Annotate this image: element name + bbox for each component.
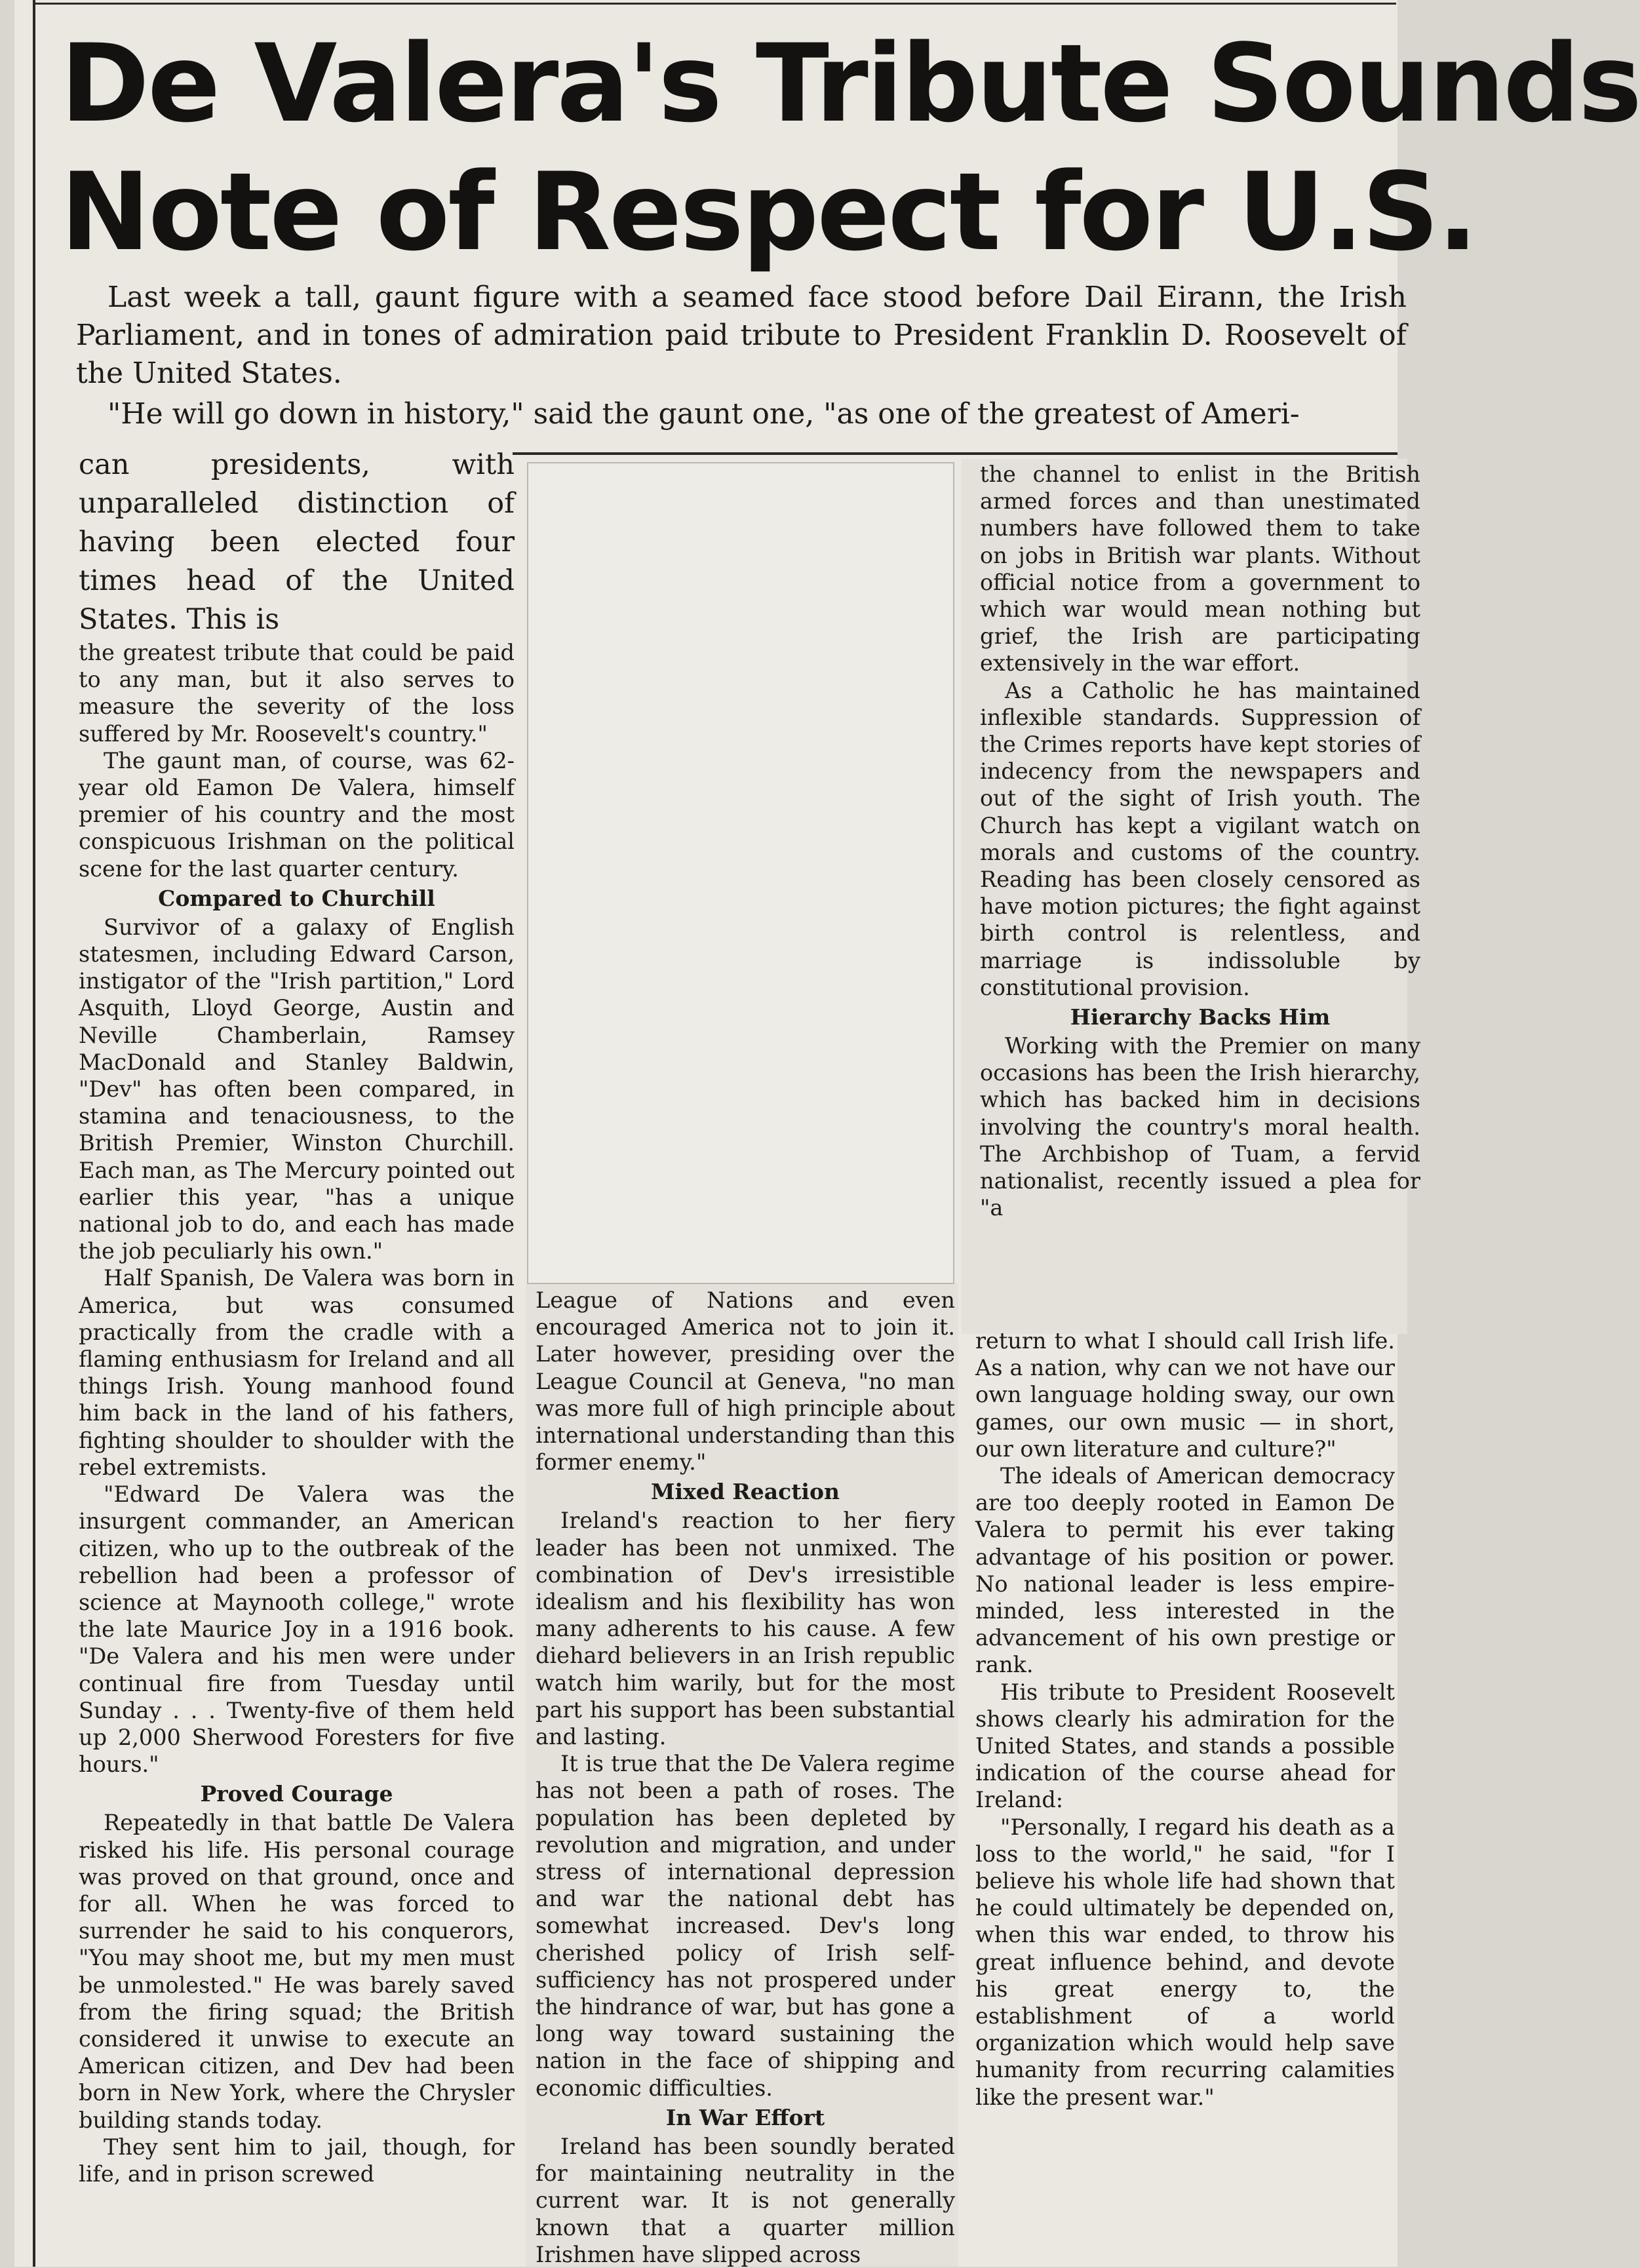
- paragraph: As a Catholic he has maintained inflexible standards. Suppression of the Crimes reports have kept stories of indecency from the newspapers and out of the sight of Irish youth. The Church has kept a vigilant watch on morals and customs of the country. Reading has been closely censored as have motion pictures; the fight against birth control is relentless, and marriage is indissoluble by constitutional provision.: [980, 677, 1420, 1000]
- lead-paragraphs: [76, 279, 1407, 433]
- paragraph: "Edward De Valera was the insurgent commander, an American citizen, who up to the outbreak of the rebellion had been a professor of science at Maynooth college," wrote the late Maurice Joy in a 1916 book. "De Valera and his men were under continual fire from Tuesday until Sunday . . . Twenty-five of them held up 2,000 Sherwood Foresters for five hours.": [79, 1481, 515, 1778]
- paragraph: return to what I should call Irish life. As a nation, why can we not have our own language holding sway, our own games, our own music — in short, our own literature and culture?": [975, 1328, 1395, 1462]
- paragraph: Ireland has been soundly berated for maintaining neutrality in the current war. It is not generally known that a quarter million Irishmen have slipped across: [536, 2133, 955, 2267]
- column-4: [975, 1327, 1395, 2235]
- paragraph: His tribute to President Roosevelt shows clearly his admiration for the United States, and stands a possible indication of the course ahead for Ireland:: [975, 1679, 1395, 1813]
- paragraph: It is true that the De Valera regime has not been a path of roses. The population has been depleted by revolution and migration, and under stress of international depression and war the national debt has somewhat increased. Dev's long cherished policy of Irish self-sufficiency has not prospered under the hindrance of war, but has gone a long way toward sustaining the nation in the face of shipping and economic difficulties.: [536, 1751, 955, 2101]
- paragraph: "Personally, I regard his death as a loss to the world," he said, "for I believe his whole life had shown that he could ultimately be depended on, when this war ended, to throw his great influence behind, and devote his great energy to, the establishment of a world organization which would help save humanity from recurring calamities like the present war.": [975, 1814, 1395, 2110]
- paragraph: The ideals of American democracy are too deeply rooted in Eamon De Valera to permit his ever taking advantage of his position or power. No national leader is less empire-minded, less interested in the advancement of his own prestige or rank.: [975, 1463, 1395, 1678]
- paragraph: They sent him to jail, though, for life, and in prison screwed: [79, 2134, 515, 2187]
- top-border-rule: [33, 3, 1396, 5]
- column-1-opening: can presidents, with unparalleled distinction of having been elected four times head of the United States. This is: [79, 448, 515, 636]
- headline: [60, 20, 1640, 277]
- lead-paragraph: "He will go down in history," said the gaunt one, "as one of the greatest of Ameri-: [107, 397, 1300, 431]
- column-1: [79, 446, 515, 2255]
- paragraph: League of Nations and even encouraged America not to join it. Later however, presiding over the League Council at Geneva, "no man was more full of high principle about international understanding than this former enemy.": [536, 1287, 955, 1476]
- paragraph: Half Spanish, De Valera was born in America, but was consumed practically from the cradle with a flaming enthusiasm for Ireland and all things Irish. Young manhood found him back in the land of his fathers, fighting shoulder to shoulder with the rebel extremists.: [79, 1265, 515, 1480]
- paragraph: the greatest tribute that could be paid to any man, but it also serves to measure the severity of the loss suffered by Mr. Roosevelt's country.": [79, 640, 515, 747]
- column-2: [536, 1287, 955, 2267]
- subhead-in-war-effort: In War Effort: [665, 2104, 825, 2130]
- photo-placeholder: [527, 462, 954, 1284]
- headline-divider-rule: [513, 452, 1397, 455]
- headline-line-1: De Valera's Tribute Sounds: [60, 21, 1640, 146]
- subhead-mixed-reaction: Mixed Reaction: [651, 1479, 840, 1505]
- newspaper-clipping: [14, 0, 1640, 2267]
- subhead-compared-to-churchill: Compared to Churchill: [158, 885, 435, 911]
- subhead-proved-courage: Proved Courage: [200, 1781, 393, 1807]
- paragraph: Repeatedly in that battle De Valera risked his life. His personal courage was proved on that ground, once and for all. When he was forced to surrender he said to his conquerors, "You may shoot me, but my men must be unmolested." He was barely saved from the firing squad; the British considered it unwise to execute an American citizen, and Dev had been born in New York, where the Chrysler building stands today.: [79, 1810, 515, 2133]
- subhead-hierarchy-backs-him: Hierarchy Backs Him: [1070, 1004, 1331, 1030]
- paragraph: the channel to enlist in the British armed forces and than unestimated numbers have followed them to take on jobs in British war plants. Without official notice from a government to which war would mean nothing but grief, the Irish are participating extensively in the war effort.: [980, 461, 1420, 676]
- column-3: [980, 461, 1420, 1333]
- lead-paragraph: Last week a tall, gaunt figure with a seamed face stood before Dail Eirann, the Irish Parliament, and in tones of admiration paid tribute to President Franklin D. Roosevelt of the United States.: [76, 281, 1407, 390]
- paragraph: Working with the Premier on many occasions has been the Irish hierarchy, which has backed him in decisions involving the country's moral health. The Archbishop of Tuam, a fervid nationalist, recently issued a plea for "a: [980, 1033, 1420, 1221]
- paragraph: Ireland's reaction to her fiery leader has been not unmixed. The combination of Dev's irresistible idealism and his flexibility has won many adherents to his cause. A few diehard believers in an Irish republic watch him warily, but for the most part his support has been substantial and lasting.: [536, 1508, 955, 1750]
- left-border-rule: [33, 0, 35, 2267]
- paragraph: Survivor of a galaxy of English statesmen, including Edward Carson, instigator of the "Irish partition," Lord Asquith, Lloyd George, Austin and Neville Chamberlain, Ramsey MacDonald and Stanley Baldwin, "Dev" has often been compared, in stamina and tenaciousness, to the British Premier, Winston Churchill. Each man, as The Mercury pointed out earlier this year, "has a unique national job to do, and each has made the job peculiarly his own.": [79, 914, 515, 1264]
- headline-line-2: Note of Respect for U.S.: [60, 149, 1477, 275]
- paragraph: The gaunt man, of course, was 62-year old Eamon De Valera, himself premier of his country and the most conspicuous Irishman on the political scene for the last quarter century.: [79, 747, 515, 882]
